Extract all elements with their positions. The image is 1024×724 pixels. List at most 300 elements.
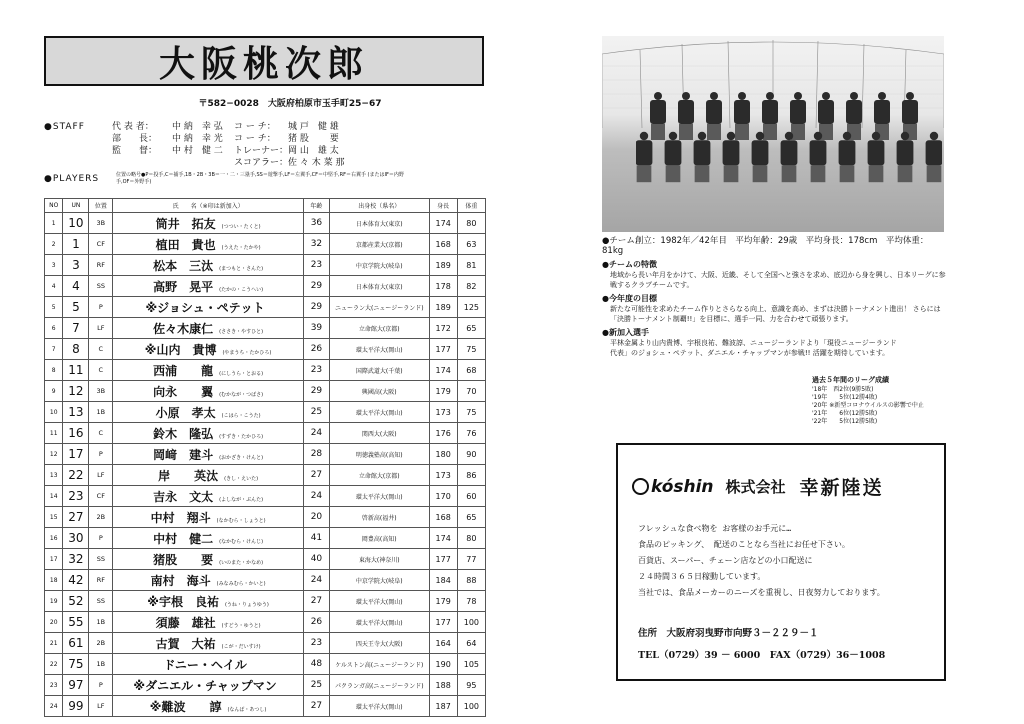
player-no: 7: [45, 339, 63, 360]
player-name-reading: (やまうち・たかひろ): [222, 349, 272, 356]
player-school: 岡豊高(高知): [329, 528, 429, 549]
player-uniform-number: 5: [63, 297, 89, 318]
staff-cell: [112, 158, 172, 169]
player-name-reading: (なかむら・けんじ): [219, 538, 264, 545]
player-no: 19: [45, 591, 63, 612]
player-weight: 63: [457, 234, 485, 255]
roster-header-cell: 氏 名（※印は新加入）: [113, 199, 304, 213]
player-position: P: [89, 297, 113, 318]
player-position: 1B: [89, 612, 113, 633]
player-school: 東海大(神奈川): [329, 549, 429, 570]
player-position: RF: [89, 255, 113, 276]
player-name: 岸 英汰: [158, 468, 219, 483]
player-name: 向永 翼: [153, 384, 214, 399]
player-school: 日本体育大(東京): [329, 276, 429, 297]
player-age: 27: [303, 591, 329, 612]
staff-cell: 城 戸 健 雄: [288, 122, 339, 132]
player-age: 28: [303, 444, 329, 465]
player-name: 岡﨑 建斗: [153, 447, 214, 462]
player-weight: 78: [457, 591, 485, 612]
player-uniform-number: 30: [63, 528, 89, 549]
player-age: 29: [303, 276, 329, 297]
player-school: ケルストン高(ニュージーランド): [329, 654, 429, 675]
player-name: 植田 貴也: [155, 237, 216, 252]
player-silhouette: [636, 132, 652, 182]
player-no: 4: [45, 276, 63, 297]
player-position: C: [89, 423, 113, 444]
player-no: 17: [45, 549, 63, 570]
player-school: 環太平洋大(岡山): [329, 612, 429, 633]
player-name-cell: [113, 213, 304, 234]
team-photo: [602, 36, 944, 232]
player-uniform-number: 22: [63, 465, 89, 486]
player-age: 41: [303, 528, 329, 549]
player-school: 京都産業大(京都): [329, 234, 429, 255]
player-name-reading: (きし・えいた): [224, 475, 259, 482]
roster-table: [44, 198, 486, 717]
player-silhouette: [790, 92, 806, 140]
player-uniform-number: 55: [63, 612, 89, 633]
player-name-reading: (こはら・こうた): [221, 412, 261, 419]
player-weight: 68: [457, 360, 485, 381]
league-record-row: '19年 5位(12勝4敗): [812, 394, 878, 401]
player-name-cell: [113, 570, 304, 591]
player-height: 164: [429, 633, 457, 654]
player-position: P: [89, 675, 113, 696]
player-name-cell: [113, 381, 304, 402]
player-uniform-number: 8: [63, 339, 89, 360]
player-position: 1B: [89, 402, 113, 423]
player-weight: 86: [457, 465, 485, 486]
player-uniform-number: 23: [63, 486, 89, 507]
roster-header-cell: 年齢: [303, 199, 329, 213]
player-name-cell: [113, 402, 304, 423]
player-row: [45, 675, 486, 696]
player-silhouette: [678, 92, 694, 140]
player-position: RF: [89, 570, 113, 591]
player-row: [45, 360, 486, 381]
player-no: 16: [45, 528, 63, 549]
league-record-row: '20年 ※新型コロナウイルスの影響で中止: [812, 402, 924, 409]
player-height: 174: [429, 360, 457, 381]
player-age: 23: [303, 633, 329, 654]
staff-cell: 代 表 者：: [112, 122, 154, 132]
player-name-cell: [113, 675, 304, 696]
player-name: ※難波 諄: [149, 699, 222, 714]
player-height: 177: [429, 549, 457, 570]
features-text: 地域から長い年月をかけて、大阪、近畿、そして全国へと強さを求め、底辺から身を興し、日本リーグに参戦するクラブチームです。: [610, 271, 946, 289]
player-uniform-number: 13: [63, 402, 89, 423]
logo-circle-icon: [632, 478, 649, 495]
player-position: SS: [89, 276, 113, 297]
player-uniform-number: 12: [63, 381, 89, 402]
player-row: [45, 696, 486, 717]
player-silhouette: [734, 92, 750, 140]
staff-grid: [112, 122, 358, 169]
player-no: 2: [45, 234, 63, 255]
player-name-cell: [113, 486, 304, 507]
player-age: 48: [303, 654, 329, 675]
player-row: [45, 381, 486, 402]
player-age: 27: [303, 696, 329, 717]
roster-header-cell: 出身校（県名）: [329, 199, 429, 213]
player-name-reading: (うね・りょうゆう): [224, 601, 269, 608]
player-no: 23: [45, 675, 63, 696]
player-height: 189: [429, 255, 457, 276]
player-height: 174: [429, 528, 457, 549]
position-note: 位置の略号●P＝投手,C＝捕手,1B・2B・3B＝一・二・三塁手,SS＝遊撃手,LF＝左翼手,CF＝中堅手,RF＝右翼手 (またはIF＝内野手,OF＝外野手): [116, 172, 404, 185]
player-name-reading: (なんば・あつし): [227, 706, 267, 713]
player-name: 筒井 拓友: [155, 216, 216, 231]
player-height: 170: [429, 486, 457, 507]
players-label: ●PLAYERS: [44, 174, 100, 184]
player-school: 環太平洋大(岡山): [329, 339, 429, 360]
ad-phone-fax: TEL（0729）39 － 6000 FAX（0729）36－1008: [638, 650, 886, 661]
player-uniform-number: 27: [63, 507, 89, 528]
player-uniform-number: 11: [63, 360, 89, 381]
player-silhouette: [706, 92, 722, 140]
player-name-reading: (うえた・たかや): [221, 244, 261, 251]
player-row: [45, 213, 486, 234]
player-school: ニューラン大(ニュージーランド): [329, 297, 429, 318]
player-uniform-number: 1: [63, 234, 89, 255]
player-height: 190: [429, 654, 457, 675]
staff-cell: 猪 股 要: [288, 134, 339, 144]
player-name: 中村 健二: [153, 531, 214, 546]
staff-section: [44, 122, 486, 168]
player-silhouette: [926, 132, 942, 182]
player-row: [45, 654, 486, 675]
league-record-heading: 過去５年間のリーグ成績: [812, 376, 889, 384]
player-weight: 77: [457, 549, 485, 570]
player-height: 178: [429, 276, 457, 297]
player-name: 鈴木 隆弘: [153, 426, 214, 441]
player-name-cell: [113, 654, 304, 675]
league-record-rows: [812, 386, 944, 426]
player-name-reading: (つつい・たくと): [221, 223, 261, 230]
player-row: [45, 549, 486, 570]
staff-cell: コ ー チ：: [234, 134, 276, 144]
player-name-cell: [113, 360, 304, 381]
player-no: 15: [45, 507, 63, 528]
player-height: 188: [429, 675, 457, 696]
player-school: 興國高(大阪): [329, 381, 429, 402]
player-name-cell: [113, 549, 304, 570]
player-weight: 76: [457, 423, 485, 444]
left-page: [44, 36, 486, 714]
player-position: 2B: [89, 507, 113, 528]
player-school: 環太平洋大(岡山): [329, 402, 429, 423]
player-name: 須藤 雄社: [155, 615, 216, 630]
roster-header-cell: UN: [63, 199, 89, 213]
player-name-cell: [113, 465, 304, 486]
player-row: [45, 444, 486, 465]
staff-cell: トレーナー：: [234, 146, 289, 156]
player-height: 172: [429, 318, 457, 339]
player-position: SS: [89, 549, 113, 570]
roster-header-cell: NO: [45, 199, 63, 213]
player-height: 180: [429, 444, 457, 465]
player-school: パクランガ高(ニュージーランド): [329, 675, 429, 696]
player-name-cell: [113, 528, 304, 549]
player-position: P: [89, 444, 113, 465]
league-record-row: '22年 5位(12勝5敗): [812, 418, 878, 425]
player-age: 25: [303, 402, 329, 423]
player-uniform-number: 16: [63, 423, 89, 444]
player-name-reading: (なかむら・しょうと): [216, 517, 266, 524]
goals-text: 新たな可能性を求めたチーム作りとさらなる向上、意識を高め、まずは決勝トーナメント進出！ さらには「決勝トーナメント制覇!!」を目標に、選手一同、力を合わせて頑張ります。: [610, 305, 941, 323]
player-position: C: [89, 339, 113, 360]
player-weight: 100: [457, 696, 485, 717]
player-position: C: [89, 360, 113, 381]
player-silhouette: [650, 92, 666, 140]
player-no: 18: [45, 570, 63, 591]
player-weight: 80: [457, 528, 485, 549]
player-name: 西浦 龍: [153, 363, 214, 378]
player-age: 32: [303, 234, 329, 255]
player-row: [45, 591, 486, 612]
ad-line: 当社では、食品メーカーのニーズを重視し、日夜努力しております。: [638, 588, 885, 597]
player-name: 小原 孝太: [155, 405, 216, 420]
player-uniform-number: 10: [63, 213, 89, 234]
new-players-text: 平林金属より山内貴博、宇根良祐、難波諄、ニュージーランドより「現役ニュージーランド代表」のジョシュ・ペテット、ダニエル・チャップマンが参戦!! 活躍を期待しています。: [610, 339, 897, 357]
features-heading: ●チームの特徴: [602, 260, 657, 269]
staff-cell: 監 督：: [112, 146, 158, 156]
player-row: [45, 423, 486, 444]
player-position: LF: [89, 465, 113, 486]
ad-line: ２４時間３６５日稼動しています。: [638, 572, 766, 581]
roster-header-cell: 体重: [457, 199, 485, 213]
player-name-cell: [113, 591, 304, 612]
player-name-reading: (おかざき・けんと): [219, 454, 264, 461]
player-school: 立命館大(京都): [329, 465, 429, 486]
player-uniform-number: 52: [63, 591, 89, 612]
player-row: [45, 528, 486, 549]
staff-label: ●STAFF: [44, 122, 85, 132]
player-height: 177: [429, 339, 457, 360]
player-name-cell: [113, 696, 304, 717]
player-age: 20: [303, 507, 329, 528]
player-no: 11: [45, 423, 63, 444]
player-name-cell: [113, 276, 304, 297]
player-position: LF: [89, 696, 113, 717]
player-height: 179: [429, 591, 457, 612]
player-weight: 75: [457, 402, 485, 423]
player-row: [45, 486, 486, 507]
player-row: [45, 612, 486, 633]
player-name-reading: (こが・だいすけ): [221, 643, 261, 650]
player-row: [45, 276, 486, 297]
team-address: 〒582−0028 大阪府柏原市玉手町25−67: [198, 99, 382, 109]
player-age: 27: [303, 465, 329, 486]
player-name-reading: (すずき・たかひろ): [219, 433, 264, 440]
team-founded: ●チーム創立：1982年／42年目 平均年齢：29歳 平均身長：178cm 平均体重：81kg: [602, 236, 929, 256]
ad-body: [638, 521, 885, 601]
player-age: 26: [303, 612, 329, 633]
player-weight: 75: [457, 339, 485, 360]
new-players-heading: ●新加入選手: [602, 328, 649, 337]
player-height: 173: [429, 465, 457, 486]
player-weight: 65: [457, 507, 485, 528]
player-weight: 70: [457, 381, 485, 402]
player-school: 立命館大(京都): [329, 318, 429, 339]
player-weight: 88: [457, 570, 485, 591]
ad-contact: [638, 623, 885, 667]
company-prefix: 株式会社: [725, 478, 786, 496]
player-uniform-number: 32: [63, 549, 89, 570]
player-school: 環太平洋大(岡山): [329, 591, 429, 612]
player-weight: 80: [457, 213, 485, 234]
player-height: 174: [429, 213, 457, 234]
player-position: CF: [89, 234, 113, 255]
player-no: 13: [45, 465, 63, 486]
player-no: 5: [45, 297, 63, 318]
player-no: 12: [45, 444, 63, 465]
staff-cell: 中 納 幸 弘: [172, 122, 223, 132]
player-name: 佐々木康仁: [153, 321, 214, 336]
player-no: 20: [45, 612, 63, 633]
player-uniform-number: 75: [63, 654, 89, 675]
staff-cell: コ ー チ：: [234, 122, 276, 132]
player-no: 22: [45, 654, 63, 675]
staff-cell: [172, 158, 234, 169]
player-position: 3B: [89, 381, 113, 402]
league-record-row: '21年 6位(12勝5敗): [812, 410, 878, 417]
player-age: 26: [303, 339, 329, 360]
player-uniform-number: 3: [63, 255, 89, 276]
player-name: 高野 晃平: [153, 279, 214, 294]
player-name-reading: (いのまた・かなめ): [219, 559, 264, 566]
staff-cell: 中 村 健 二: [172, 146, 223, 156]
player-no: 21: [45, 633, 63, 654]
league-record: [812, 376, 944, 426]
player-name-cell: [113, 234, 304, 255]
staff-cell: 岡 山 雄 太: [288, 146, 339, 156]
team-title-box: [44, 36, 484, 86]
player-height: 176: [429, 423, 457, 444]
team-players-silhouettes: [636, 88, 942, 216]
player-position: SS: [89, 591, 113, 612]
player-name-cell: [113, 444, 304, 465]
player-height: 177: [429, 612, 457, 633]
player-row: [45, 402, 486, 423]
player-no: 9: [45, 381, 63, 402]
player-school: 明徳義塾高(高知): [329, 444, 429, 465]
player-row: [45, 633, 486, 654]
player-name-cell: [113, 423, 304, 444]
player-position: 3B: [89, 213, 113, 234]
player-name-cell: [113, 318, 304, 339]
player-weight: 90: [457, 444, 485, 465]
player-age: 24: [303, 570, 329, 591]
right-page: [602, 36, 946, 425]
player-weight: 82: [457, 276, 485, 297]
player-uniform-number: 97: [63, 675, 89, 696]
player-age: 24: [303, 486, 329, 507]
player-height: 184: [429, 570, 457, 591]
roster-header-cell: 身長: [429, 199, 457, 213]
player-name-cell: [113, 507, 304, 528]
player-silhouette: [762, 92, 778, 140]
player-name-reading: (すどう・ゆうと): [221, 622, 261, 629]
team-info: [602, 236, 946, 358]
player-uniform-number: 17: [63, 444, 89, 465]
ad-header: [632, 473, 932, 500]
team-name: 大阪桃次郎: [158, 42, 369, 85]
player-weight: 105: [457, 654, 485, 675]
player-age: 29: [303, 381, 329, 402]
logo-text: kóshin: [651, 476, 714, 497]
player-height: 189: [429, 297, 457, 318]
player-name: 猪股 要: [153, 552, 214, 567]
koshin-logo: [632, 477, 714, 497]
player-school: 中京学院大(岐阜): [329, 255, 429, 276]
company-name: 幸新陸送: [799, 477, 884, 499]
player-no: 8: [45, 360, 63, 381]
league-record-row: '18年 西2位(9勝5敗): [812, 386, 874, 393]
player-row: [45, 339, 486, 360]
player-name-reading: (みなみむら・かいと): [216, 580, 266, 587]
player-name-reading: (よしなが・ぶんた): [219, 496, 264, 503]
player-height: 168: [429, 234, 457, 255]
player-age: 36: [303, 213, 329, 234]
player-name-reading: (にしうら・とおる): [219, 370, 264, 377]
player-position: P: [89, 528, 113, 549]
player-age: 39: [303, 318, 329, 339]
player-no: 24: [45, 696, 63, 717]
player-school: 環太平洋大(岡山): [329, 696, 429, 717]
player-age: 40: [303, 549, 329, 570]
player-school: 国際武道大(千葉): [329, 360, 429, 381]
player-position: LF: [89, 318, 113, 339]
player-school: 環太平洋大(岡山): [329, 486, 429, 507]
player-name: 吉永 文太: [153, 489, 214, 504]
player-row: [45, 255, 486, 276]
player-no: 10: [45, 402, 63, 423]
player-name-cell: [113, 339, 304, 360]
staff-cell: 部 長：: [112, 134, 158, 144]
player-name-reading: (むかなが・つばさ): [219, 391, 264, 398]
player-school: 関西大(大阪): [329, 423, 429, 444]
player-height: 187: [429, 696, 457, 717]
player-position: CF: [89, 486, 113, 507]
player-weight: 95: [457, 675, 485, 696]
player-weight: 125: [457, 297, 485, 318]
player-position: 2B: [89, 633, 113, 654]
player-name: ※ジョシュ・ペテット: [145, 300, 265, 315]
roster-header-row: [45, 199, 486, 213]
player-row: [45, 318, 486, 339]
goals-heading: ●今年度の目標: [602, 294, 657, 303]
player-row: [45, 507, 486, 528]
player-school: 中京学院大(岐阜): [329, 570, 429, 591]
staff-cell: スコアラー：: [234, 158, 289, 168]
player-name-reading: (たかの・こうへい): [219, 286, 264, 293]
player-name-cell: [113, 633, 304, 654]
player-position: 1B: [89, 654, 113, 675]
player-name-cell: [113, 255, 304, 276]
player-row: [45, 297, 486, 318]
player-height: 179: [429, 381, 457, 402]
ad-line: 食品のピッキング、 配送のことなら当社にお任せ下さい。: [638, 540, 850, 549]
player-name: ※宇根 良祐: [147, 594, 219, 609]
player-name-reading: (まつもと・さんた): [219, 265, 264, 272]
player-name: ※ダニエル・チャップマン: [133, 678, 277, 693]
player-weight: 64: [457, 633, 485, 654]
ad-line: 百貨店、スーパー、チェーン店などの小口配送に: [638, 556, 813, 565]
player-weight: 100: [457, 612, 485, 633]
player-name: 中村 翔斗: [150, 510, 211, 525]
